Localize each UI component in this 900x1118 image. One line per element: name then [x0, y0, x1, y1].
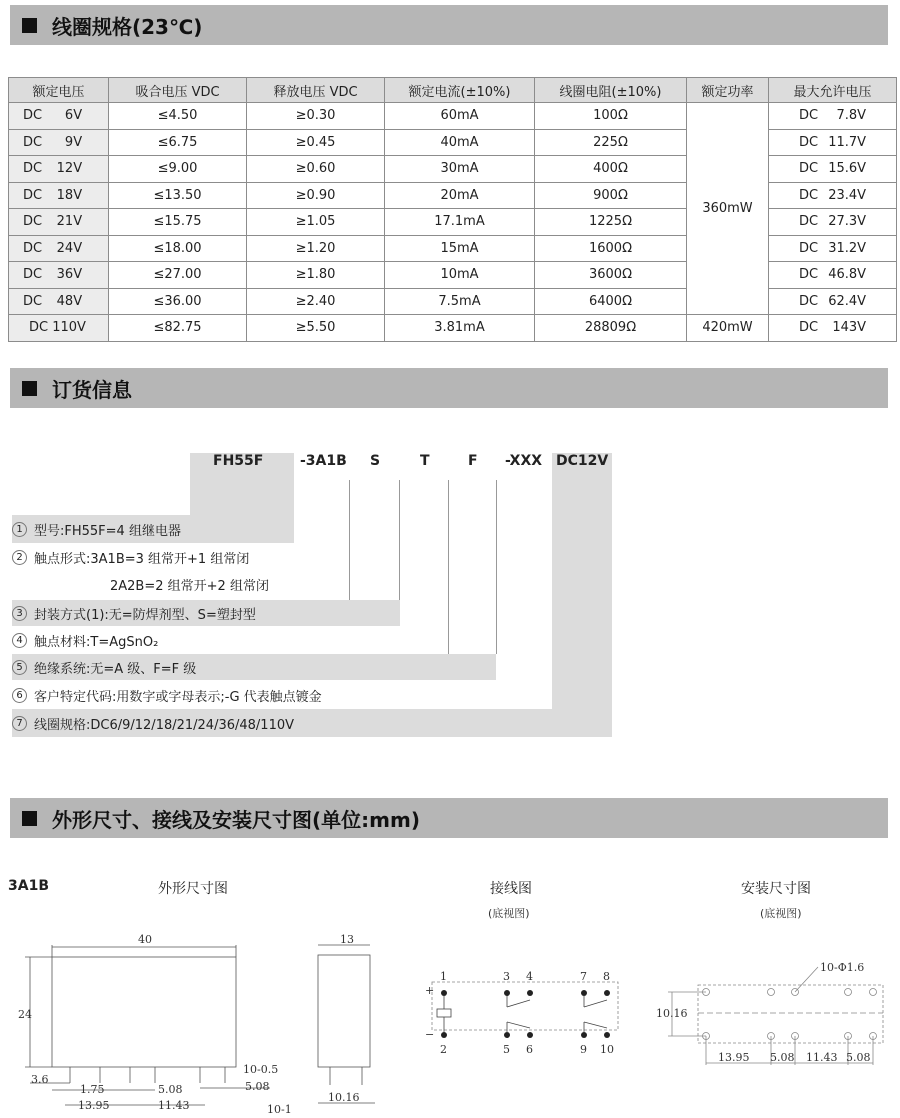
order-item: 3 封装方式(1):无=防焊剂型、S=塑封型 [12, 602, 256, 624]
cell-max-voltage: DC 7.8V [769, 103, 897, 130]
wiring-title: 接线图 [490, 881, 532, 897]
header-rated-current: 额定电流(±10%) [385, 78, 535, 103]
svg-text:10-Φ1.6: 10-Φ1.6 [820, 961, 865, 974]
cell-resistance: 28809Ω [535, 315, 687, 342]
svg-text:5: 5 [503, 1043, 510, 1056]
cell-pickup: ≤36.00 [109, 288, 247, 315]
cell-pickup: ≤6.75 [109, 129, 247, 156]
wiring-labels [425, 970, 614, 1056]
svg-text:−: − [425, 1028, 435, 1041]
svg-text:5.08: 5.08 [846, 1051, 871, 1064]
cell-rated-voltage: DC 6V [9, 103, 109, 130]
coil-section-title: 线圈规格(23℃) [52, 14, 203, 39]
header-rated-voltage: 额定电压 [9, 78, 109, 103]
header-release-voltage: 释放电压 VDC [247, 78, 385, 103]
svg-text:9: 9 [580, 1043, 587, 1056]
square-bullet-icon [22, 381, 37, 396]
cell-release: ≥0.45 [247, 129, 385, 156]
table-header-row [9, 78, 897, 103]
svg-text:5.08: 5.08 [770, 1051, 795, 1064]
cell-pickup: ≤82.75 [109, 315, 247, 342]
cell-max-voltage: DC 11.7V [769, 129, 897, 156]
order-section-title: 订货信息 [52, 377, 132, 402]
cell-release: ≥2.40 [247, 288, 385, 315]
order-item: 1 型号:FH55F=4 组继电器 [12, 518, 181, 540]
cell-rated-voltage: DC 48V [9, 288, 109, 315]
header-max-voltage: 最大允许电压 [769, 78, 897, 103]
cell-release: ≥0.60 [247, 156, 385, 183]
cell-max-voltage: DC 31.2V [769, 235, 897, 262]
svg-text:11.43: 11.43 [806, 1051, 838, 1064]
wiring-pins [441, 990, 610, 1038]
cell-current: 40mA [385, 129, 535, 156]
order-item: 4 触点材料:T=AgSnO₂ [12, 629, 158, 651]
cell-current: 20mA [385, 182, 535, 209]
svg-text:13: 13 [340, 933, 354, 946]
order-item: 2 触点形式:3A1B=3 组常开+1 组常闭 [12, 546, 249, 568]
svg-text:40: 40 [138, 933, 152, 946]
svg-text:10.16: 10.16 [656, 1007, 688, 1020]
cell-max-voltage: DC 23.4V [769, 182, 897, 209]
order-section-header [10, 368, 888, 408]
cell-rated-voltage: DC 21V [9, 209, 109, 236]
order-seg-model: FH55F [213, 453, 264, 469]
dims-section-header [10, 798, 888, 838]
table-row [9, 315, 897, 342]
svg-text:10-1: 10-1 [267, 1103, 292, 1116]
cell-release: ≥0.30 [247, 103, 385, 130]
model-label: 3A1B [8, 878, 49, 894]
order-seg-material: T [420, 453, 430, 469]
svg-text:5.08: 5.08 [245, 1080, 270, 1093]
cell-pickup: ≤15.75 [109, 209, 247, 236]
cell-resistance: 900Ω [535, 182, 687, 209]
cell-current: 10mA [385, 262, 535, 289]
square-bullet-icon [22, 18, 37, 33]
cell-pickup: ≤9.00 [109, 156, 247, 183]
cell-current: 17.1mA [385, 209, 535, 236]
mount-dims [656, 961, 871, 1064]
svg-text:24: 24 [18, 1008, 32, 1021]
cell-resistance: 1225Ω [535, 209, 687, 236]
cell-current: 30mA [385, 156, 535, 183]
svg-text:1.75: 1.75 [80, 1083, 105, 1096]
cell-rated-voltage: DC 9V [9, 129, 109, 156]
header-rated-power: 额定功率 [687, 78, 769, 103]
cell-power: 420mW [687, 315, 769, 342]
cell-resistance: 1600Ω [535, 235, 687, 262]
cell-max-voltage: DC 15.6V [769, 156, 897, 183]
svg-text:6: 6 [526, 1043, 533, 1056]
wiring-drawing [432, 982, 618, 1030]
mount-subtitle: (底视图) [760, 907, 802, 920]
cell-rated-voltage: DC 18V [9, 182, 109, 209]
svg-text:3: 3 [503, 970, 510, 983]
outline-title: 外形尺寸图 [158, 881, 228, 897]
cell-current: 60mA [385, 103, 535, 130]
cell-pickup: ≤18.00 [109, 235, 247, 262]
svg-text:10-0.5: 10-0.5 [243, 1063, 279, 1076]
svg-text:11.43: 11.43 [158, 1099, 190, 1112]
cell-pickup: ≤4.50 [109, 103, 247, 130]
cell-power-merged: 360mW [687, 103, 769, 315]
order-item: 2A2B=2 组常开+2 组常闭 [110, 578, 269, 594]
order-item: 5 绝缘系统:无=A 级、F=F 级 [12, 656, 196, 678]
cell-resistance: 6400Ω [535, 288, 687, 315]
cell-resistance: 400Ω [535, 156, 687, 183]
cell-current: 7.5mA [385, 288, 535, 315]
svg-text:7: 7 [580, 970, 587, 983]
svg-text:8: 8 [603, 970, 610, 983]
wiring-subtitle: (底视图) [488, 907, 530, 920]
wiring-lines [437, 996, 607, 1032]
svg-text:10: 10 [600, 1043, 614, 1056]
order-seg-package: S [370, 453, 381, 469]
order-seg-custom: -XXX [505, 453, 543, 469]
square-bullet-icon [22, 811, 37, 826]
cell-max-voltage: DC 143V [769, 315, 897, 342]
outline-dims [18, 933, 360, 1116]
svg-text:13.95: 13.95 [718, 1051, 750, 1064]
dimension-drawings [0, 925, 900, 1118]
coil-spec-table [8, 77, 897, 342]
dims-section-title: 外形尺寸、接线及安装尺寸图(单位:mm) [52, 807, 420, 832]
cell-rated-voltage: DC 110V [9, 315, 109, 342]
svg-text:1: 1 [440, 970, 447, 983]
svg-text:+: + [425, 984, 435, 997]
order-seg-insulation: F [468, 453, 478, 469]
svg-text:5.08: 5.08 [158, 1083, 183, 1096]
mount-title: 安装尺寸图 [741, 881, 811, 897]
order-item: 7 线圈规格:DC6/9/12/18/21/24/36/48/110V [12, 712, 294, 734]
cell-release: ≥5.50 [247, 315, 385, 342]
svg-text:10.16: 10.16 [328, 1091, 360, 1104]
order-seg-coil: DC12V [556, 453, 609, 469]
order-bar-coil [552, 453, 612, 709]
cell-pickup: ≤27.00 [109, 262, 247, 289]
svg-text:2: 2 [440, 1043, 447, 1056]
cell-pickup: ≤13.50 [109, 182, 247, 209]
cell-release: ≥1.80 [247, 262, 385, 289]
cell-rated-voltage: DC 24V [9, 235, 109, 262]
outline-drawing [25, 945, 375, 1105]
header-pickup-voltage: 吸合电压 VDC [109, 78, 247, 103]
cell-rated-voltage: DC 12V [9, 156, 109, 183]
coil-section-header [10, 5, 888, 45]
cell-max-voltage: DC 62.4V [769, 288, 897, 315]
cell-resistance: 225Ω [535, 129, 687, 156]
cell-resistance: 3600Ω [535, 262, 687, 289]
order-item: 6 客户特定代码:用数字或字母表示;-G 代表触点镀金 [12, 684, 322, 706]
cell-max-voltage: DC 27.3V [769, 209, 897, 236]
cell-rated-voltage: DC 36V [9, 262, 109, 289]
cell-max-voltage: DC 46.8V [769, 262, 897, 289]
cell-resistance: 100Ω [535, 103, 687, 130]
svg-text:13.95: 13.95 [78, 1099, 110, 1112]
header-coil-resistance: 线圈电阻(±10%) [535, 78, 687, 103]
table-row [9, 103, 897, 130]
order-seg-contact: -3A1B [300, 453, 347, 469]
svg-text:3.6: 3.6 [31, 1073, 49, 1086]
svg-text:4: 4 [526, 970, 533, 983]
cell-release: ≥0.90 [247, 182, 385, 209]
cell-current: 3.81mA [385, 315, 535, 342]
cell-release: ≥1.20 [247, 235, 385, 262]
cell-release: ≥1.05 [247, 209, 385, 236]
cell-current: 15mA [385, 235, 535, 262]
